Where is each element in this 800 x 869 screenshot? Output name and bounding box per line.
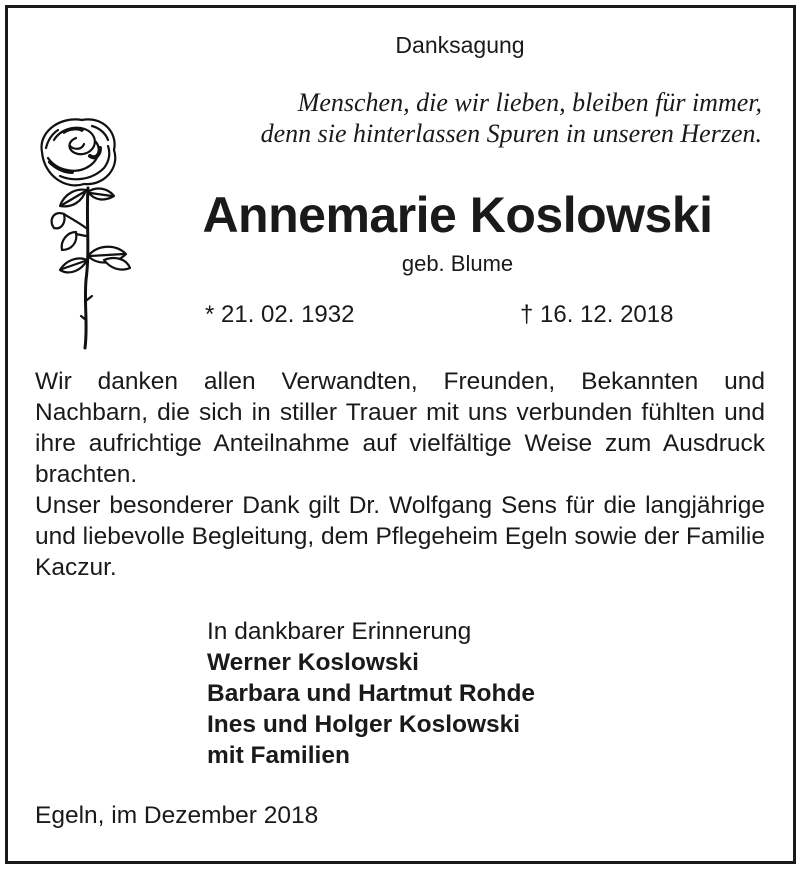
signer-name: mit Familien <box>207 742 350 769</box>
rose-icon <box>30 110 140 355</box>
signers-block <box>207 616 535 771</box>
signer-name: Barbara und Hartmut Rohde <box>207 680 536 707</box>
notice-heading: Danksagung <box>395 32 525 58</box>
signer-name: Werner Koslowski <box>207 649 419 676</box>
thanks-text <box>35 366 765 583</box>
motto-quote <box>130 87 780 149</box>
birth-date: * 21. 02. 1932 <box>205 301 355 328</box>
death-date: † 16. 12. 2018 <box>520 301 674 328</box>
thanks-paragraph: Unser besonderer Dank gilt Dr. Wolfgang Sens für die langjährige und liebevolle Begleitung, dem Pflegeheim Egeln sowie der Familie Kaczur. <box>35 492 765 581</box>
maiden-name: geb. Blume <box>401 251 514 276</box>
motto-line: Menschen, die wir lieben, bleiben für immer, <box>297 88 762 117</box>
thanks-paragraph: Wir danken allen Verwandten, Freunden, Bekannten und Nachbarn, die sich in stiller Trauer mit uns verbunden fühlten und ihre aufrichtige Anteilnahme auf vielfältige Weise zum Ausdruck brachten. <box>35 368 765 488</box>
signers-intro: In dankbarer Erinnerung <box>207 618 472 645</box>
motto-line: denn sie hinterlassen Spuren in unseren Herzen. <box>260 119 762 148</box>
deceased-name: Annemarie Koslowski <box>202 187 713 243</box>
place-and-date: Egeln, im Dezember 2018 <box>35 802 319 829</box>
signer-name: Ines und Holger Koslowski <box>207 711 521 738</box>
